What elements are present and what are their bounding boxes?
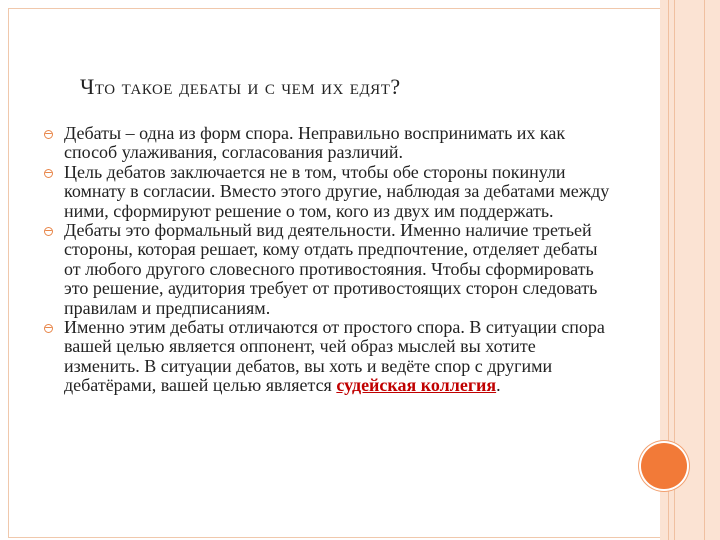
bullet-item (36, 163, 611, 221)
bullet-item (36, 124, 611, 163)
decorative-line (704, 0, 705, 540)
bullet-icon (44, 130, 53, 139)
bullet-icon (44, 324, 53, 333)
judges-link[interactable]: судейская коллегия (336, 375, 497, 396)
bullet-text: Дебаты – одна из форм спора. Неправильно воспринимать их как способ улаживания, согласования различий. (64, 123, 566, 163)
bullet-text-end: . (496, 375, 501, 396)
bullet-text: Цель дебатов заключается не в том, чтобы обе стороны покинули комнату в согласии. Вместо этого другие, наблюдая за дебатами между ними, сформируют решение о том, кого из двух им поддержать. (64, 161, 610, 221)
bullet-item (36, 318, 611, 396)
bullet-item (36, 221, 611, 318)
bullet-icon (44, 169, 53, 178)
decorative-circle (641, 443, 687, 489)
slide-title: Что такое дебаты и с чем их едят? (80, 74, 401, 99)
bullet-icon (44, 227, 53, 236)
bullet-text: Дебаты это формальный вид деятельности. Именно наличие третьей стороны, которая решает, кому отдать предпочтение, отделяет дебаты от любого другого словесного противостояния. Чтобы сформировать это решение, аудитория требует от противостоящих сторон следовать правилам и предписаниям. (64, 220, 598, 318)
bullet-list (36, 124, 611, 396)
bullet-text: Именно этим дебаты отличаются от простого спора. В ситуации спора вашей целью является оппонент, чей образ мыслей вы хотите изменить. В ситуации дебатов, вы хоть и ведёте спор с другими дебатёрами, вашей целью является (64, 317, 605, 396)
